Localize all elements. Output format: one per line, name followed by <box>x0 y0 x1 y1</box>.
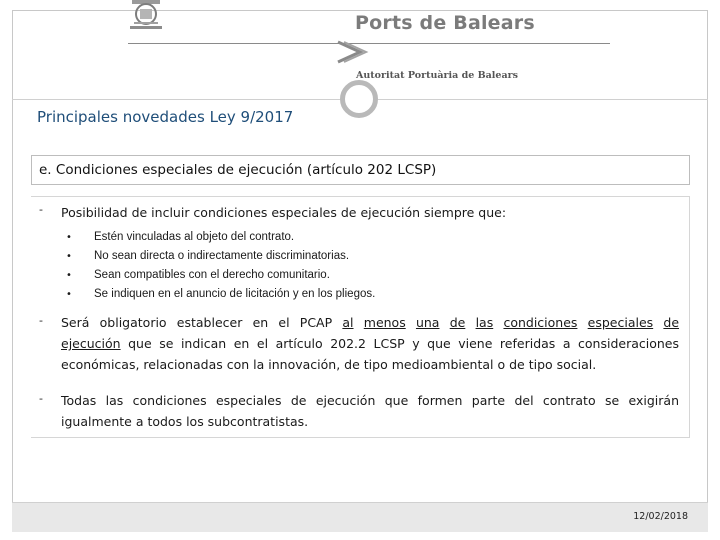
dash-marker: - <box>39 203 43 216</box>
header-rule-left <box>12 99 342 100</box>
ports-logo-icon <box>330 38 380 68</box>
point-3-line-1: Todas las condiciones especiales de ejecución que formen parte del contrato se exigirán <box>61 393 679 408</box>
org-name: Ports de Balears <box>355 12 535 34</box>
bullet-icon: • <box>66 251 72 262</box>
section-title: e. Condiciones especiales de ejecución (artículo 202 LCSP) <box>39 162 437 178</box>
header-rule-right <box>378 99 708 100</box>
point-2-line-2: ejecución que se indican en el artículo 202.2 LCSP y que viene referidas a consideraciones <box>61 336 679 351</box>
point-2-line-3: económicas, relacionadas con la innovación, de tipo medioambiental o de tipo social. <box>61 357 597 372</box>
footer-bar <box>12 502 708 532</box>
dash-marker: - <box>39 392 43 405</box>
bullet-icon: • <box>66 232 72 243</box>
point-2-line-1: Será obligatorio establecer en el PCAP al menos una de las condiciones especiales de <box>61 315 680 330</box>
dash-marker: - <box>39 314 43 327</box>
org-subtitle: Autoritat Portuària de Balears <box>356 70 518 81</box>
point-3-line-2: igualmente a todos los subcontratistas. <box>61 414 309 429</box>
bullet-icon: • <box>66 289 72 300</box>
point-1-text: Posibilidad de incluir condiciones especiales de ejecución siempre que: <box>61 205 507 220</box>
coat-of-arms-icon <box>128 0 164 32</box>
section-header-box <box>31 155 690 185</box>
bullet-icon: • <box>66 270 72 281</box>
page-title: Principales novedades Ley 9/2017 <box>37 108 294 126</box>
ring-decoration-icon <box>340 80 378 118</box>
footer-date: 12/02/2018 <box>633 511 688 522</box>
